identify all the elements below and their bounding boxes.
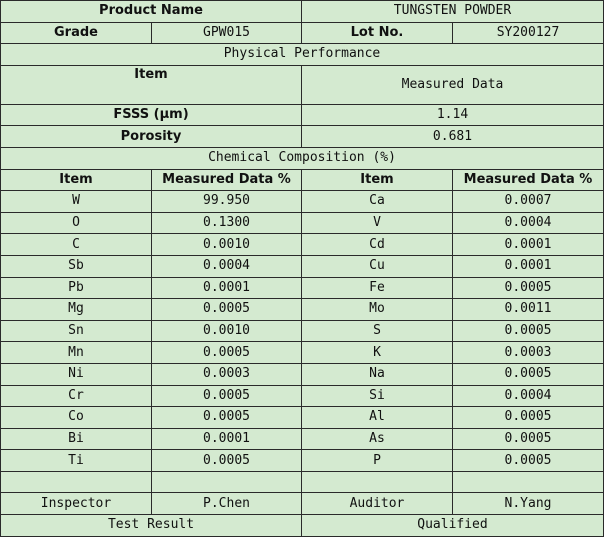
chemical-row bbox=[1, 428, 604, 450]
value-left: 0.0005 bbox=[152, 385, 302, 407]
test-result-row bbox=[1, 515, 604, 537]
element-left: Sn bbox=[1, 320, 152, 342]
chemical-row bbox=[1, 363, 604, 385]
product-name-row bbox=[1, 1, 604, 23]
physical-row bbox=[1, 104, 604, 126]
value-right: 0.0005 bbox=[453, 450, 604, 472]
value-right: 0.0005 bbox=[453, 363, 604, 385]
blank-cell bbox=[453, 471, 604, 493]
chemical-title-row bbox=[1, 147, 604, 169]
value-right: 0.0011 bbox=[453, 299, 604, 321]
physical-row bbox=[1, 126, 604, 148]
physical-measured-header: Measured Data bbox=[302, 65, 604, 104]
product-name-value: TUNGSTEN POWDER bbox=[302, 1, 604, 23]
value-left: 0.0004 bbox=[152, 255, 302, 277]
element-right: Si bbox=[302, 385, 453, 407]
inspector-value: P.Chen bbox=[152, 493, 302, 515]
element-left: C bbox=[1, 234, 152, 256]
blank-cell bbox=[152, 471, 302, 493]
value-left: 0.0001 bbox=[152, 428, 302, 450]
product-name-label: Product Name bbox=[1, 1, 302, 23]
element-right: Ca bbox=[302, 191, 453, 213]
value-right: 0.0007 bbox=[453, 191, 604, 213]
element-right: V bbox=[302, 212, 453, 234]
element-left: Ti bbox=[1, 450, 152, 472]
value-left: 0.0005 bbox=[152, 450, 302, 472]
element-right: Cd bbox=[302, 234, 453, 256]
element-right: K bbox=[302, 342, 453, 364]
element-left: Ni bbox=[1, 363, 152, 385]
element-right: Na bbox=[302, 363, 453, 385]
element-left: Mg bbox=[1, 299, 152, 321]
chemical-row bbox=[1, 191, 604, 213]
auditor-value: N.Yang bbox=[453, 493, 604, 515]
element-left: W bbox=[1, 191, 152, 213]
element-right: Cu bbox=[302, 255, 453, 277]
element-left: Bi bbox=[1, 428, 152, 450]
signature-row bbox=[1, 493, 604, 515]
grade-label: Grade bbox=[1, 22, 152, 44]
element-left: Co bbox=[1, 407, 152, 429]
blank-cell bbox=[302, 471, 453, 493]
value-right: 0.0005 bbox=[453, 407, 604, 429]
value-left: 0.0005 bbox=[152, 407, 302, 429]
chemical-item-header-left: Item bbox=[1, 169, 152, 191]
element-right: As bbox=[302, 428, 453, 450]
element-right: S bbox=[302, 320, 453, 342]
value-right: 0.0004 bbox=[453, 212, 604, 234]
chemical-row bbox=[1, 299, 604, 321]
value-left: 0.0005 bbox=[152, 299, 302, 321]
spec-table-body bbox=[1, 1, 604, 537]
value-right: 0.0003 bbox=[453, 342, 604, 364]
chemical-row bbox=[1, 212, 604, 234]
value-right: 0.0004 bbox=[453, 385, 604, 407]
chemical-row bbox=[1, 320, 604, 342]
physical-title-row bbox=[1, 44, 604, 66]
chemical-row bbox=[1, 277, 604, 299]
chemical-measured-header-left: Measured Data % bbox=[152, 169, 302, 191]
test-result-value: Qualified bbox=[302, 515, 604, 537]
element-right: Fe bbox=[302, 277, 453, 299]
chemical-row bbox=[1, 342, 604, 364]
value-left: 0.0005 bbox=[152, 342, 302, 364]
value-left: 0.0001 bbox=[152, 277, 302, 299]
inspector-label: Inspector bbox=[1, 493, 152, 515]
element-right: Al bbox=[302, 407, 453, 429]
chemical-row bbox=[1, 255, 604, 277]
value-left: 0.0010 bbox=[152, 320, 302, 342]
chemical-measured-header-right: Measured Data % bbox=[453, 169, 604, 191]
chemical-item-header-right: Item bbox=[302, 169, 453, 191]
chemical-row bbox=[1, 385, 604, 407]
value-left: 0.0010 bbox=[152, 234, 302, 256]
value-right: 0.0001 bbox=[453, 255, 604, 277]
value-right: 0.0005 bbox=[453, 277, 604, 299]
value-left: 0.0003 bbox=[152, 363, 302, 385]
chemical-composition-title: Chemical Composition (%) bbox=[1, 147, 604, 169]
physical-item: Porosity bbox=[1, 126, 302, 148]
element-left: Sb bbox=[1, 255, 152, 277]
chemical-row bbox=[1, 234, 604, 256]
lot-label: Lot No. bbox=[302, 22, 453, 44]
value-left: 0.1300 bbox=[152, 212, 302, 234]
physical-header-row bbox=[1, 65, 604, 104]
test-result-label: Test Result bbox=[1, 515, 302, 537]
element-left: Cr bbox=[1, 385, 152, 407]
physical-value: 1.14 bbox=[302, 104, 604, 126]
element-left: Mn bbox=[1, 342, 152, 364]
chemical-row bbox=[1, 407, 604, 429]
blank-row bbox=[1, 471, 604, 493]
value-left: 99.950 bbox=[152, 191, 302, 213]
physical-item: FSSS (μm) bbox=[1, 104, 302, 126]
element-left: O bbox=[1, 212, 152, 234]
physical-item-header: Item bbox=[1, 65, 302, 104]
grade-value: GPW015 bbox=[152, 22, 302, 44]
value-right: 0.0001 bbox=[453, 234, 604, 256]
physical-value: 0.681 bbox=[302, 126, 604, 148]
lot-value: SY200127 bbox=[453, 22, 604, 44]
element-right: Mo bbox=[302, 299, 453, 321]
blank-cell bbox=[1, 471, 152, 493]
grade-lot-row bbox=[1, 22, 604, 44]
auditor-label: Auditor bbox=[302, 493, 453, 515]
value-right: 0.0005 bbox=[453, 320, 604, 342]
element-right: P bbox=[302, 450, 453, 472]
chemical-header-row bbox=[1, 169, 604, 191]
value-right: 0.0005 bbox=[453, 428, 604, 450]
physical-performance-title: Physical Performance bbox=[1, 44, 604, 66]
chemical-row bbox=[1, 450, 604, 472]
element-left: Pb bbox=[1, 277, 152, 299]
